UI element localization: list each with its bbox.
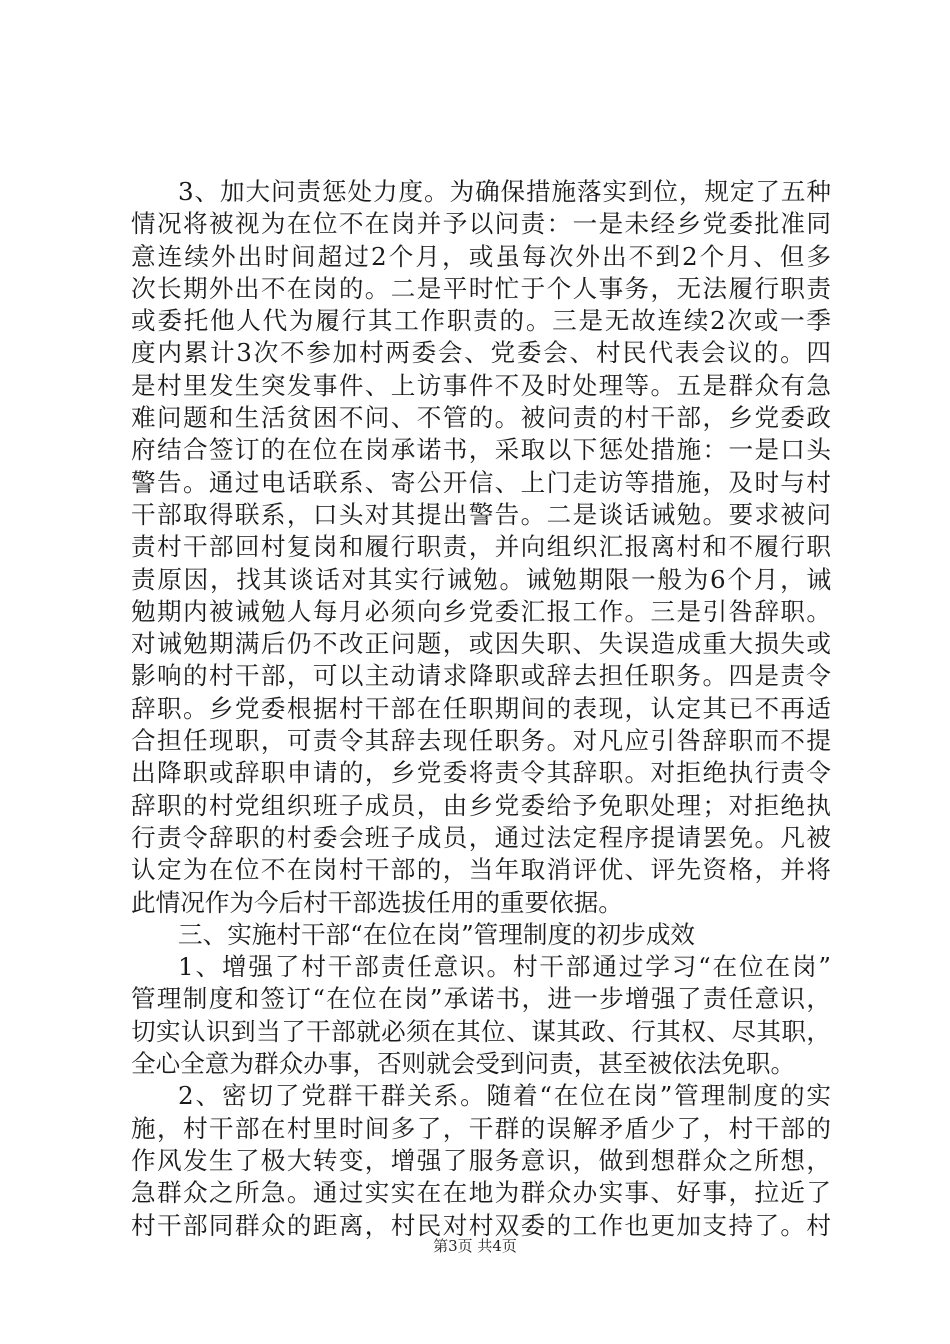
paragraph-line: 合担任现职，可责令其辞去现任职务。对凡应引咎辞职而不提 bbox=[131, 726, 831, 756]
paragraph-line: 作风发生了极大转变，增强了服务意识，做到想群众之所想， bbox=[131, 1145, 831, 1175]
paragraph-line: 管理制度和签订“在位在岗”承诺书，进一步增强了责任意识， bbox=[131, 984, 831, 1014]
paragraph-line: 责原因，找其谈话对其实行诫勉。诫勉期限一般为6个月，诫 bbox=[131, 564, 831, 594]
section-heading: 三、实施村干部“在位在岗”管理制度的初步成效 bbox=[178, 919, 696, 949]
paragraph-line: 意连续外出时间超过2个月，或虽每次外出不到2个月、但多 bbox=[131, 241, 831, 271]
paragraph-line: 认定为在位不在岗村干部的，当年取消评优、评先资格，并将 bbox=[131, 855, 831, 885]
paragraph-line: 村干部同群众的距离，村民对村双委的工作也更加支持了。村 bbox=[131, 1210, 831, 1240]
paragraph-line: 急群众之所急。通过实实在在地为群众办实事、好事，拉近了 bbox=[131, 1178, 831, 1208]
paragraph-line: 施，村干部在村里时间多了，干群的误解矛盾少了，村干部的 bbox=[131, 1113, 831, 1143]
paragraph-line: 难问题和生活贫困不问、不管的。被问责的村干部，乡党委政 bbox=[131, 403, 831, 433]
paragraph-line: 干部取得联系，口头对其提出警告。二是谈话诫勉。要求被问 bbox=[131, 499, 831, 529]
paragraph-line: 全心全意为群众办事，否则就会受到问责，甚至被依法免职。 bbox=[131, 1049, 796, 1079]
paragraph-line: 行责令辞职的村委会班子成员，通过法定程序提请罢免。凡被 bbox=[131, 822, 831, 852]
paragraph-line: 切实认识到当了干部就必须在其位、谋其政、行其权、尽其职， bbox=[131, 1016, 831, 1046]
paragraph-line: 勉期内被诫勉人每月必须向乡党委汇报工作。三是引咎辞职。 bbox=[131, 596, 831, 626]
paragraph-line: 3、加大问责惩处力度。为确保措施落实到位，规定了五种 bbox=[178, 177, 831, 206]
paragraph-line: 辞职的村党组织班子成员，由乡党委给予免职处理；对拒绝执 bbox=[131, 790, 831, 820]
paragraph-line: 情况将被视为在位不在岗并予以问责：一是未经乡党委批准同 bbox=[131, 209, 831, 239]
paragraph-line: 2、密切了党群干群关系。随着“在位在岗”管理制度的实 bbox=[178, 1081, 831, 1111]
paragraph-line: 警告。通过电话联系、寄公开信、上门走访等措施，及时与村 bbox=[131, 467, 831, 497]
paragraph-line: 或委托他人代为履行其工作职责的。三是无故连续2次或一季 bbox=[131, 306, 831, 336]
paragraph-line: 此情况作为今后村干部选拔任用的重要依据。 bbox=[131, 887, 623, 917]
paragraph-line: 是村里发生突发事件、上访事件不及时处理等。五是群众有急 bbox=[131, 370, 831, 400]
paragraph-line: 辞职。乡党委根据村干部在任职期间的表现，认定其已不再适 bbox=[131, 693, 831, 723]
paragraph-line: 影响的村干部，可以主动请求降职或辞去担任职务。四是责令 bbox=[131, 661, 831, 691]
paragraph-line: 度内累计3次不参加村两委会、党委会、村民代表会议的。四 bbox=[131, 338, 831, 368]
paragraph-line: 责村干部回村复岗和履行职责，并向组织汇报离村和不履行职 bbox=[131, 532, 831, 562]
paragraph-line: 次长期外出不在岗的。二是平时忙于个人事务，无法履行职责 bbox=[131, 273, 831, 303]
body-text bbox=[131, 176, 831, 1242]
paragraph-line: 府结合签订的在位在岗承诺书，采取以下惩处措施：一是口头 bbox=[131, 435, 831, 465]
paragraph-line: 出降职或辞职申请的，乡党委将责令其辞职。对拒绝执行责令 bbox=[131, 758, 831, 788]
paragraph-line: 对诫勉期满后仍不改正问题，或因失职、失误造成重大损失或 bbox=[131, 629, 831, 659]
paragraph-line: 1、增强了村干部责任意识。村干部通过学习“在位在岗” bbox=[178, 952, 831, 982]
page-number-footer: 第3页 共4页 bbox=[433, 1237, 517, 1255]
